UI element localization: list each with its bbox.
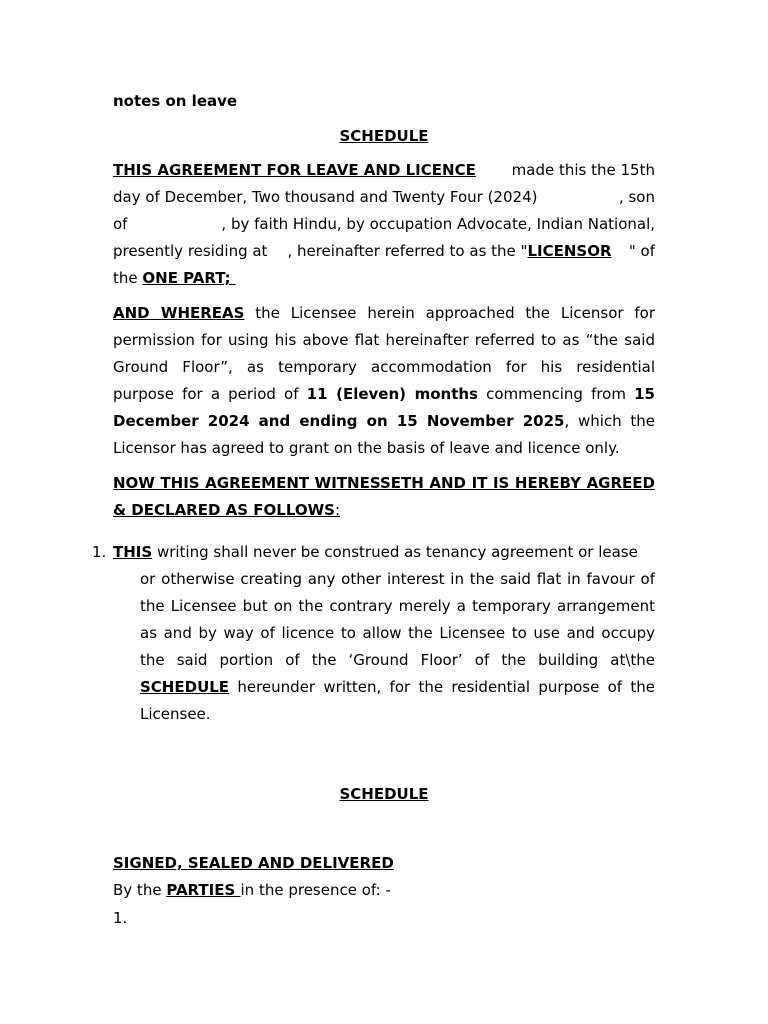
schedule-heading-2-text: SCHEDULE [339,785,429,803]
whereas-paragraph [113,300,655,462]
clause-list [92,539,655,728]
document-page [92,90,655,929]
presence-text: in the presence of: - [240,881,391,899]
one-part-trail [231,269,236,287]
document-title: notes on leave [113,92,238,110]
whereas-period: 11 (Eleven) months [306,385,478,403]
witness-number-1: 1. [113,909,128,927]
signed-heading: SIGNED, SEALED AND DELIVERED [113,854,394,872]
agreement-line3-start: of [113,215,128,233]
one-part-term: ONE PART; [142,269,231,287]
agreement-paragraph [113,157,655,292]
clause-rest-before: or otherwise creating any other interest in the said flat in favour of the Licensee but on the contrary merely a temporary arrangement as and by way of licence to allow the Licensee to use and occupy the said portion of the ‘Ground Floor’ of the building at\the [140,570,655,669]
agreement-line3-rest: , by faith Hindu, by occupation Advocate, Indian National, [221,215,655,233]
clause-rest-after: hereunder written, for the residential purpose of the Licensee. [140,678,655,723]
now-witnesseth-paragraph [113,470,655,524]
agreement-line1-rest: made this the 15th [511,161,655,179]
clause-body [113,539,655,728]
clause-schedule-term: SCHEDULE [140,678,230,696]
whereas-text-2: commencing from [477,385,635,403]
whereas-lead: AND WHEREAS [113,304,245,322]
agreement-line4-rest: , hereinafter referred to as the " [287,242,528,260]
by-parties-line [113,879,655,901]
whereas-text-3: , which the Licensor has agreed to grant on the basis of leave and licence only. [113,412,655,457]
clause-first-line: writing shall never be construed as tenancy agreement or lease [152,543,638,561]
whereas-text-1: the Licensee herein approached the Licensor for permission for using his above flat hereinafter referred to as “the said Ground Floor”, as temporary accommodation for his residential purpose for a period of [113,304,655,403]
agreement-line2: day of December, Two thousand and Twenty Four (2024) [113,188,538,206]
now-witnesseth-colon: : [334,501,341,519]
schedule-heading [113,125,655,147]
by-the-text: By the [113,881,167,899]
whereas-dates: 15 December 2024 and ending on 15 November 2025 [113,385,655,430]
clause-item [92,539,655,728]
schedule-heading-text: SCHEDULE [339,127,429,145]
clause-number: 1. [92,543,107,561]
agreement-heading: THIS AGREEMENT FOR LEAVE AND LICENCE [113,161,476,179]
signed-sealed-delivered [113,852,655,874]
clause-lead: THIS [113,543,153,561]
parties-term: PARTIES [166,881,241,899]
now-witnesseth-heading: NOW THIS AGREEMENT WITNESSETH AND IT IS HEREBY AGREED & DECLARED AS FOLLOWS [113,474,655,519]
agreement-line4-end: " of [628,242,655,260]
licensor-term: LICENSOR [527,242,612,260]
agreement-line5-start: the [113,269,143,287]
schedule-heading-2 [113,783,655,805]
agreement-line4-start: presently residing at [113,242,268,260]
agreement-line2-end: , son [618,188,655,206]
